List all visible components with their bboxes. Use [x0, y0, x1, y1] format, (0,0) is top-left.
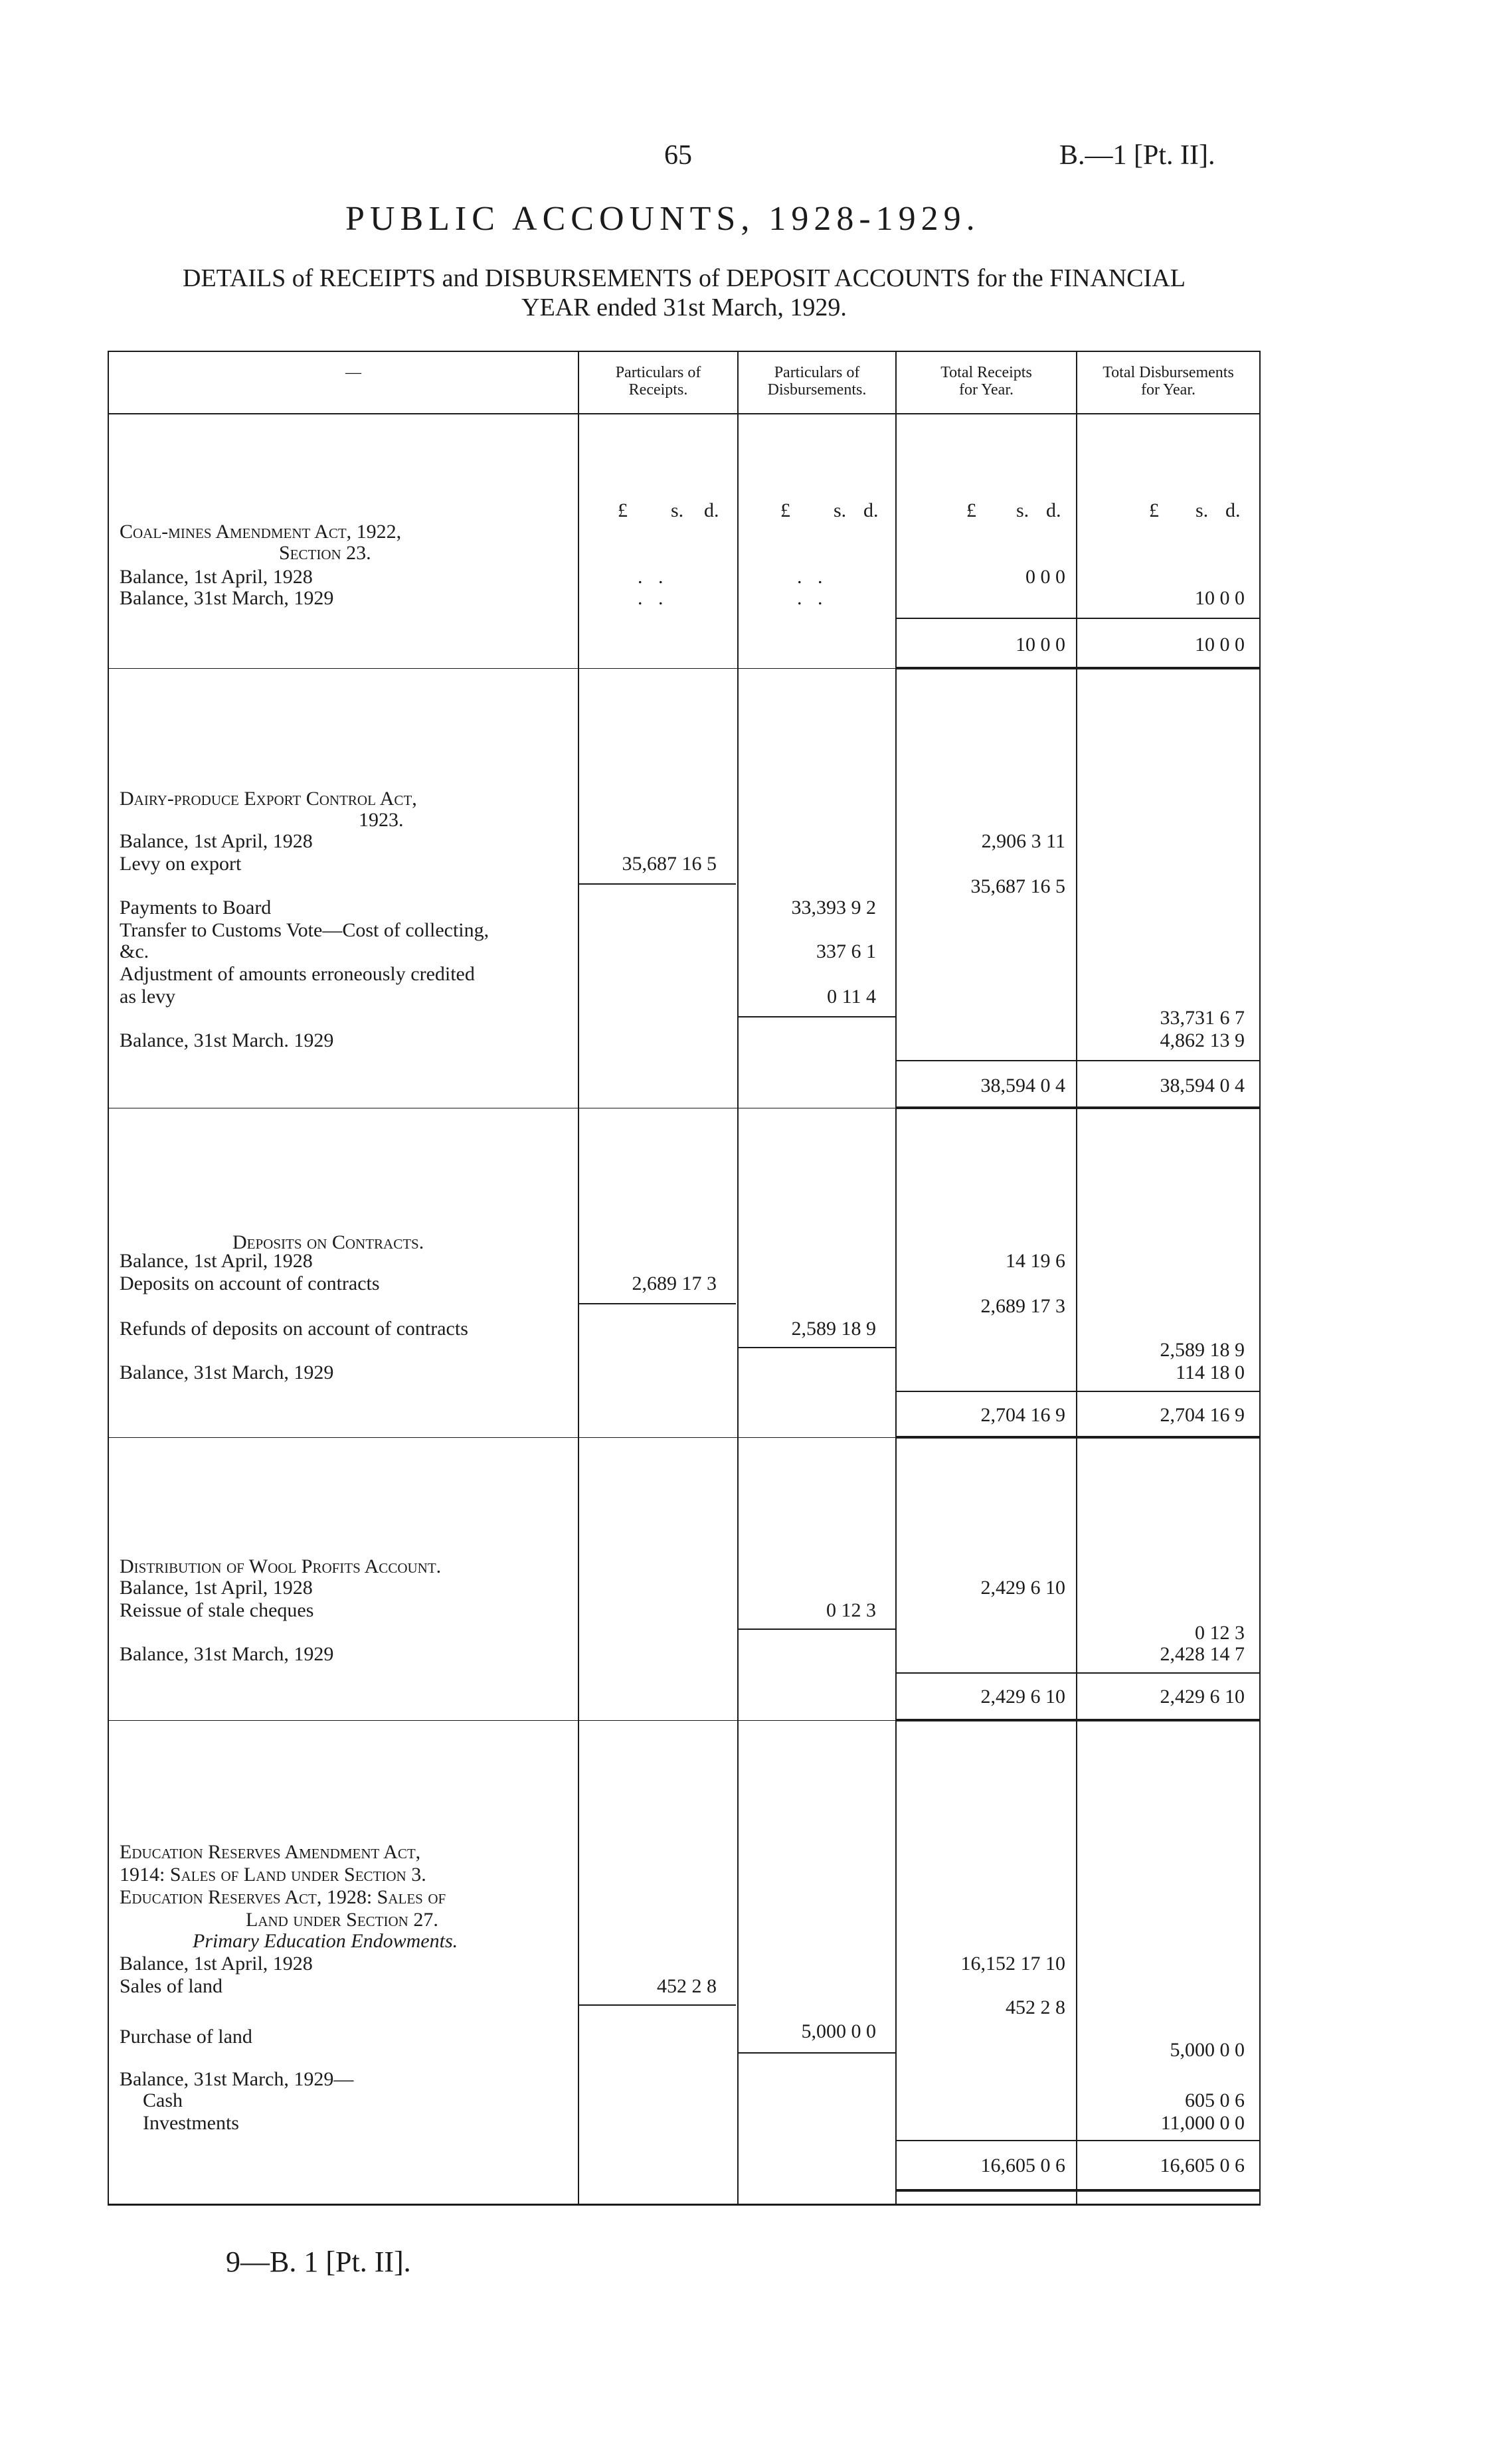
row-label: Balance, 31st March, 1929 [120, 587, 334, 609]
page-title: PUBLIC ACCOUNTS, 1928-1929. [345, 200, 980, 238]
row-label: Deposits on account of contracts [120, 1273, 380, 1294]
total-disbursements-value: 10 0 0 [1195, 587, 1245, 609]
total-disbursements-sum: 10 0 0 [1195, 634, 1245, 656]
total-disbursements-sum: 38,594 0 4 [1160, 1075, 1245, 1097]
row-label: Adjustment of amounts erroneously credited [120, 963, 475, 985]
subtitle-line-1: DETAILS of RECEIPTS and DISBURSEMENTS of DEPOSIT ACCOUNTS for the FINANCIAL [183, 264, 1186, 292]
receipts-value: 452 2 8 [657, 1975, 717, 1997]
row-label: Balance, 31st March, 1929 [120, 1643, 334, 1665]
total-receipts-sum: 2,429 6 10 [980, 1686, 1065, 1708]
row-label: Refunds of deposits on account of contracts [120, 1318, 468, 1340]
row-label: Balance, 31st March, 1929 [120, 1362, 334, 1383]
section-divider [108, 668, 1261, 669]
subtotal-rule [579, 2004, 736, 2006]
total-receipts-value: 2,906 3 11 [981, 830, 1065, 852]
section-divider [108, 1437, 1261, 1438]
total-receipts-value: 452 2 8 [1006, 1996, 1065, 2018]
disbursements-value: 0 11 4 [827, 986, 876, 1008]
subtotal-rule [739, 1016, 895, 1017]
receipts-value: 2,689 17 3 [632, 1273, 717, 1294]
total-receipts-sum: 10 0 0 [1016, 634, 1065, 656]
section-heading: Education Reserves Act, 1928: Sales of [120, 1886, 446, 1908]
currency-s-td: s. [1196, 499, 1209, 521]
total-disbursements-value: 114 18 0 [1176, 1362, 1245, 1383]
currency-d-receipts: d. [704, 499, 719, 521]
currency-d-td: d. [1225, 499, 1241, 521]
leader-dots: . . [638, 587, 669, 609]
subtotal-rule [897, 1060, 1259, 1061]
subtotal-rule [739, 1628, 895, 1630]
row-label: Balance, 1st April, 1928 [120, 830, 313, 852]
total-disbursements-value: 5,000 0 0 [1170, 2039, 1245, 2061]
total-receipts-value: 0 0 0 [1025, 566, 1065, 588]
subtotal-rule [579, 883, 736, 885]
row-label: Balance, 31st March. 1929 [120, 1029, 334, 1051]
total-disbursements-sum: 2,704 16 9 [1160, 1404, 1245, 1426]
total-disbursements-value: 605 0 6 [1185, 2089, 1245, 2111]
disbursements-value: 5,000 0 0 [801, 2020, 876, 2042]
row-label: Reissue of stale cheques [120, 1599, 314, 1621]
currency-s-tr: s. [1016, 499, 1029, 521]
total-receipts-value: 2,429 6 10 [980, 1577, 1065, 1599]
total-rule [897, 2189, 1259, 2192]
leader-dots: . . [797, 587, 828, 609]
currency-s-receipts: s. [671, 499, 684, 521]
total-disbursements-value: 0 12 3 [1195, 1622, 1245, 1644]
receipts-column-header: Particulars of Receipts. [615, 364, 701, 398]
row-label: Balance, 1st April, 1928 [120, 566, 313, 588]
total-disbursements-value: 11,000 0 0 [1160, 2112, 1245, 2134]
col-rule-disbursements [737, 351, 739, 2205]
receipts-value: 35,687 16 5 [622, 853, 717, 875]
subtotal-rule [897, 1672, 1259, 1674]
section-heading: 1923. [359, 809, 404, 831]
leader-dots: . . [797, 566, 828, 588]
total-disbursements-column-header: Total Disbursements for Year. [1103, 364, 1234, 398]
subtotal-rule [897, 1391, 1259, 1392]
section-divider [108, 1720, 1261, 1721]
row-label: Cash [143, 2089, 183, 2111]
row-label: as levy [120, 986, 176, 1008]
row-label: Balance, 1st April, 1928 [120, 1577, 313, 1599]
desc-column-header: — [345, 364, 361, 381]
currency-l-tr: £ [966, 499, 976, 521]
row-label: Purchase of land [120, 2026, 252, 2048]
table-left-rule [108, 351, 109, 2205]
currency-l-td: £ [1149, 499, 1159, 521]
section-subheading: Primary Education Endowments. [193, 1930, 458, 1952]
disbursements-value: 0 12 3 [826, 1599, 876, 1621]
section-heading: Coal-mines Amendment Act, 1922, [120, 521, 402, 543]
leader-dots: . . [638, 566, 669, 588]
total-receipts-value: 16,152 17 10 [960, 1953, 1065, 1975]
table-bottom-rule [108, 2204, 1261, 2206]
section-heading: Distribution of Wool Profits Account. [120, 1555, 442, 1577]
row-label: &c. [120, 940, 149, 962]
disbursements-value: 33,393 9 2 [791, 897, 876, 919]
row-label: Sales of land [120, 1975, 222, 1997]
disbursements-column-header: Particulars of Disbursements. [767, 364, 867, 398]
section-heading: Dairy-produce Export Control Act, [120, 788, 417, 810]
subtotal-rule [739, 1347, 895, 1348]
table-top-rule [108, 351, 1261, 352]
total-receipts-sum: 38,594 0 4 [980, 1075, 1065, 1097]
subtitle-line-2: YEAR ended 31st March, 1929. [521, 294, 847, 321]
subtotal-rule [579, 1303, 736, 1304]
section-heading: Education Reserves Amendment Act, [120, 1841, 421, 1863]
section-heading: Section 23. [279, 542, 371, 564]
section-heading: 1914: Sales of Land under Section 3. [120, 1864, 426, 1886]
disbursements-value: 2,589 18 9 [791, 1318, 876, 1340]
currency-d-disb: d. [863, 499, 879, 521]
page-number: 65 [664, 140, 692, 171]
row-label: Levy on export [120, 853, 242, 875]
footer-signature: 9—B. 1 [Pt. II]. [226, 2245, 411, 2278]
total-receipts-sum: 16,605 0 6 [980, 2155, 1065, 2176]
currency-s-disb: s. [834, 499, 847, 521]
header-rule [108, 413, 1261, 414]
subtotal-rule [739, 2052, 895, 2054]
row-label: Balance, 31st March, 1929— [120, 2068, 354, 2090]
row-label: Payments to Board [120, 897, 272, 919]
currency-d-tr: d. [1046, 499, 1061, 521]
total-disbursements-value: 33,731 6 7 [1160, 1007, 1245, 1029]
total-disbursements-value: 4,862 13 9 [1160, 1029, 1245, 1051]
total-receipts-value: 14 19 6 [1006, 1250, 1065, 1272]
document-reference: B.—1 [Pt. II]. [1059, 140, 1215, 171]
total-disbursements-sum: 2,429 6 10 [1160, 1686, 1245, 1708]
col-rule-receipts [578, 351, 579, 2205]
section-heading: Deposits on Contracts. [232, 1231, 424, 1253]
total-receipts-value: 35,687 16 5 [970, 875, 1065, 897]
total-receipts-column-header: Total Receipts for Year. [940, 364, 1032, 398]
row-label: Balance, 1st April, 1928 [120, 1250, 313, 1272]
total-receipts-value: 2,689 17 3 [980, 1295, 1065, 1317]
row-label: Transfer to Customs Vote—Cost of collecting, [120, 919, 489, 941]
table-right-rule [1259, 351, 1261, 2205]
total-receipts-sum: 2,704 16 9 [980, 1404, 1065, 1426]
total-disbursements-sum: 16,605 0 6 [1160, 2155, 1245, 2176]
subtotal-rule [897, 618, 1259, 619]
disbursements-value: 337 6 1 [816, 940, 876, 962]
section-heading: Land under Section 27. [246, 1909, 438, 1931]
subtotal-rule [897, 2140, 1259, 2141]
row-label: Balance, 1st April, 1928 [120, 1953, 313, 1975]
total-disbursements-value: 2,589 18 9 [1160, 1339, 1245, 1361]
col-rule-total-receipts [895, 351, 897, 2205]
currency-l-disb: £ [780, 499, 790, 521]
row-label: Investments [143, 2112, 239, 2134]
total-disbursements-value: 2,428 14 7 [1160, 1643, 1245, 1665]
currency-l-receipts: £ [618, 499, 628, 521]
col-rule-total-disbursements [1076, 351, 1077, 2205]
